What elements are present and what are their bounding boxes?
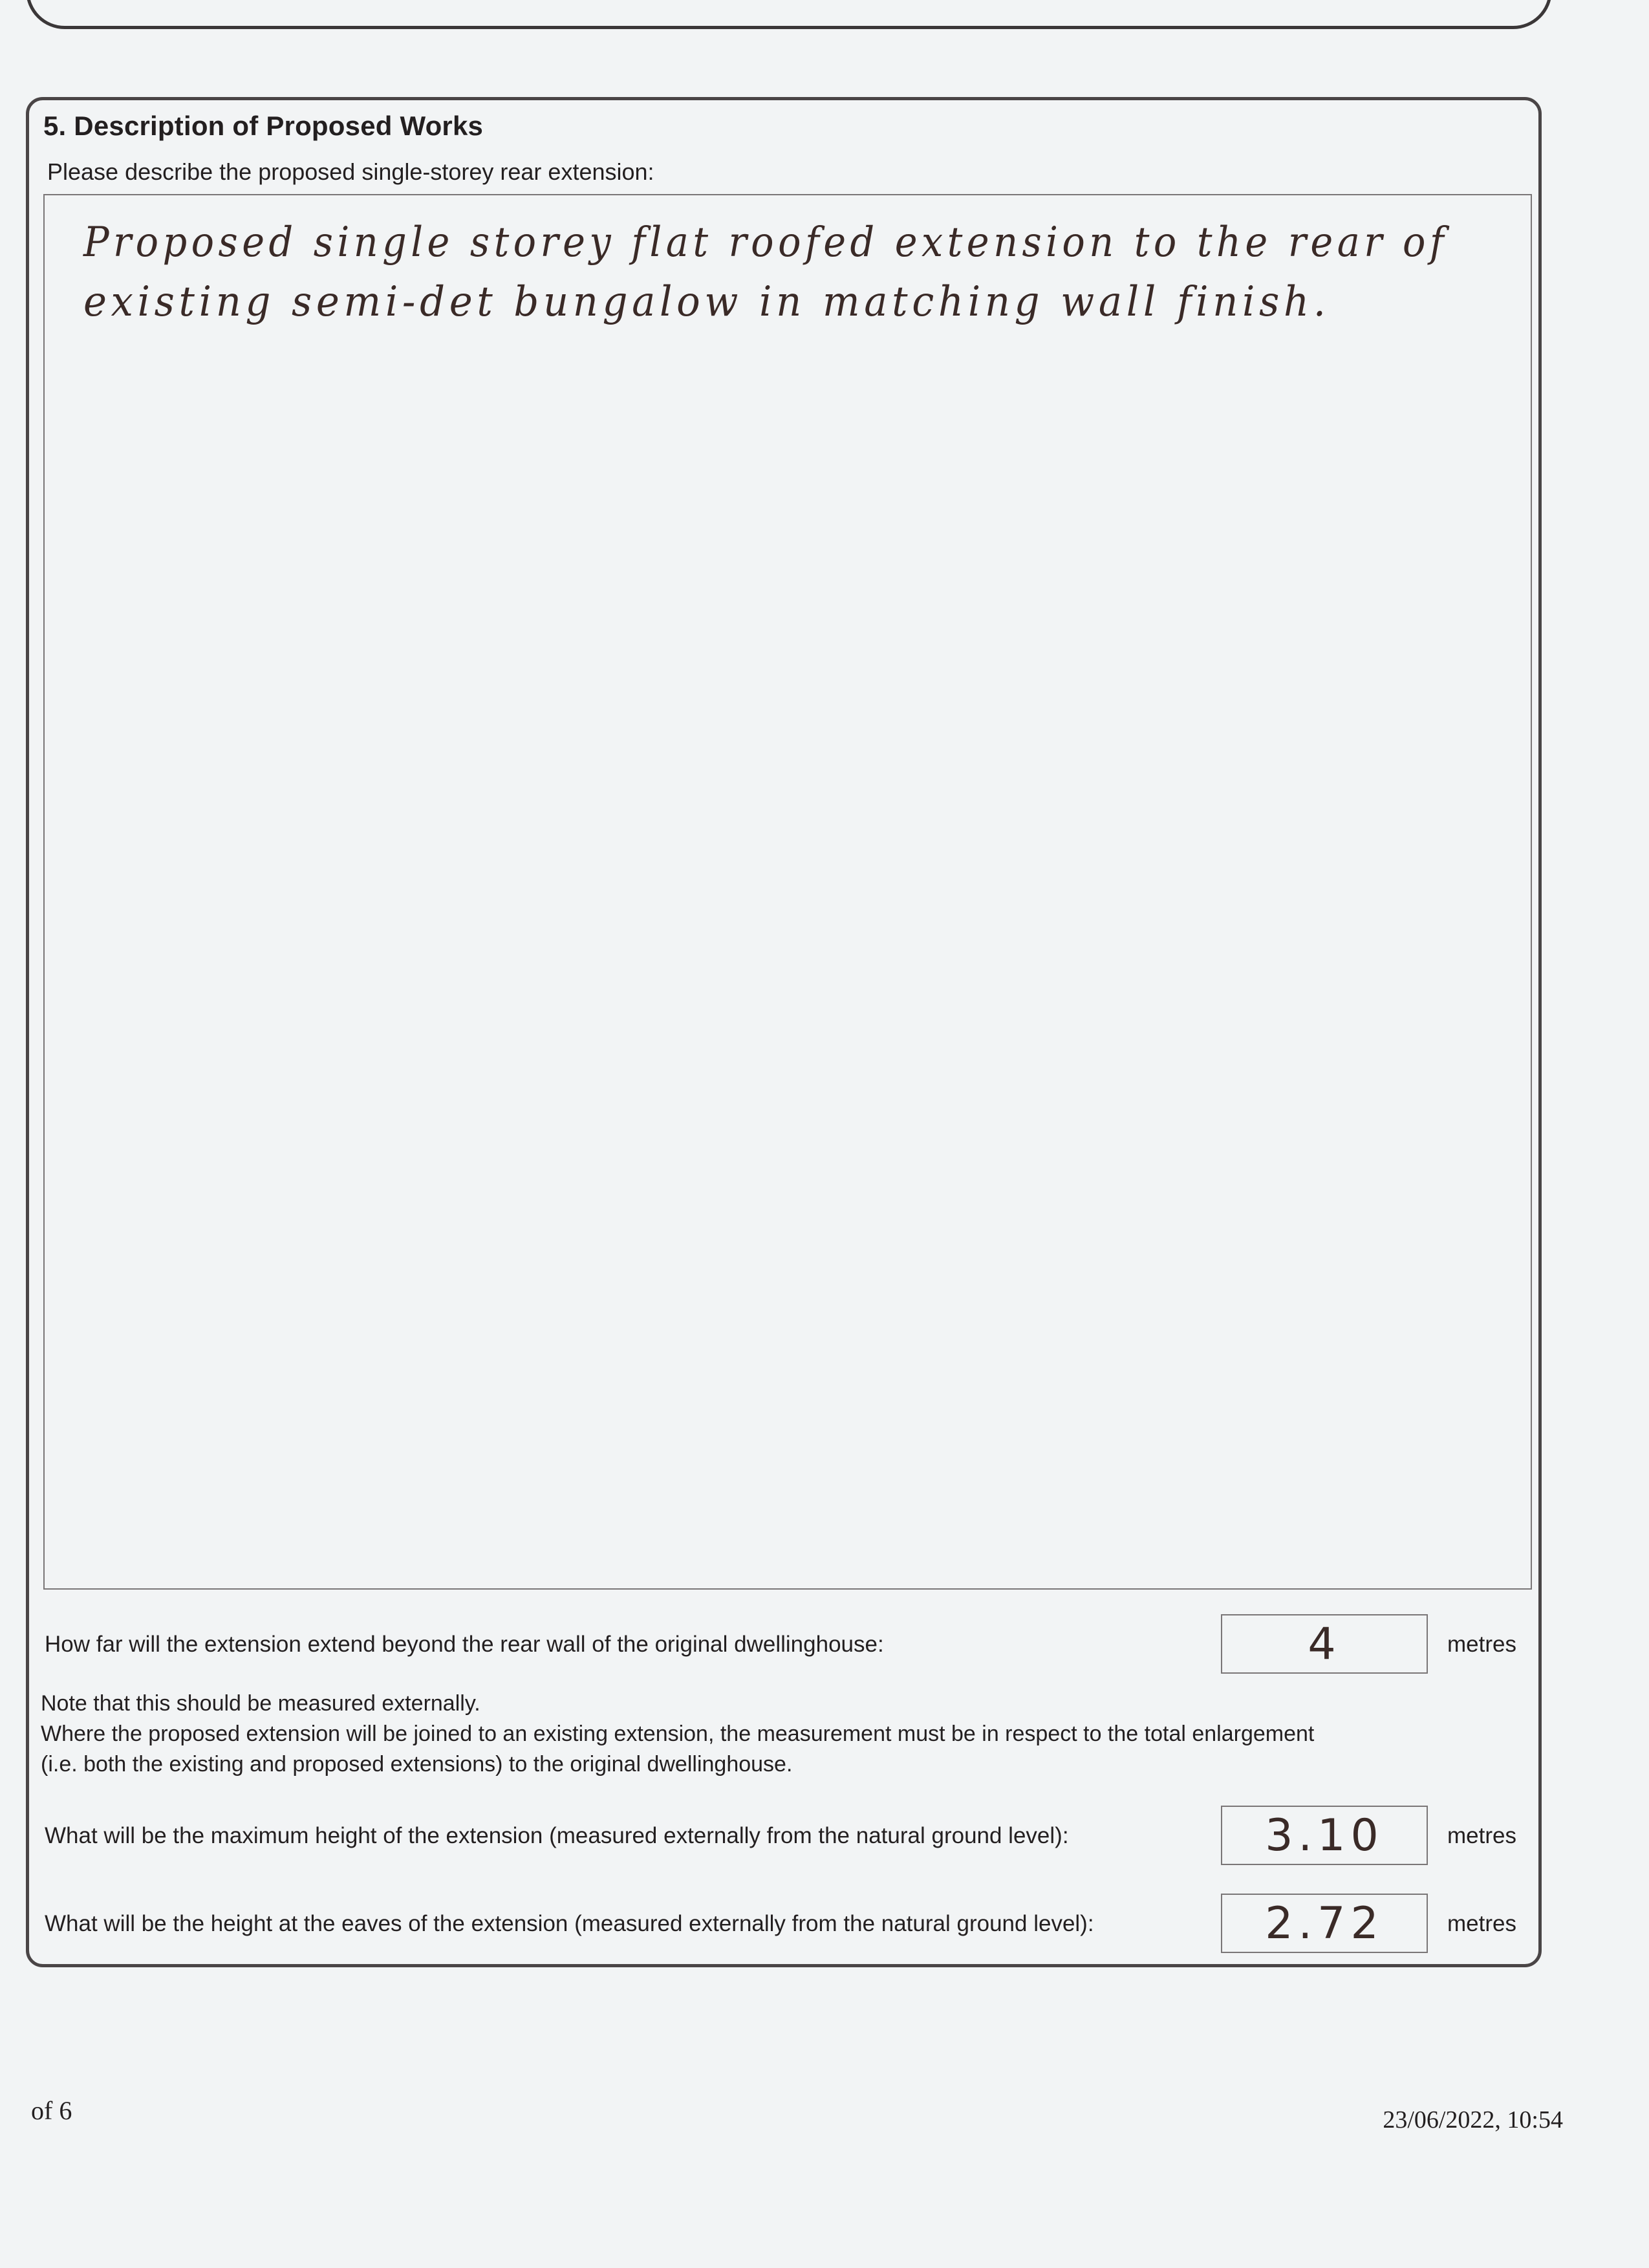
- note-line-2: Where the proposed extension will be joined to an existing extension, the measurement must be in respect to the total enlargement: [41, 1722, 1315, 1746]
- page-count: of 6: [31, 2096, 72, 2125]
- print-timestamp: 23/06/2022, 10:54: [1383, 2106, 1563, 2133]
- max-height-unit-label: metres: [1447, 1823, 1516, 1848]
- note-line-3: (i.e. both the existing and proposed extensions) to the original dwellinghouse.: [41, 1752, 793, 1777]
- handwritten-line-1: Proposed single storey flat roofed extension to the rear of: [83, 219, 1449, 266]
- section-subtitle: Please describe the proposed single-storey rear extension:: [47, 158, 654, 185]
- section-title: 5. Description of Proposed Works: [43, 111, 484, 141]
- handwritten-description: [45, 195, 1531, 1588]
- previous-section-border: [26, 0, 1552, 29]
- description-field[interactable]: [43, 194, 1532, 1590]
- eaves-height-unit-label: metres: [1447, 1911, 1516, 1936]
- handwritten-line-2: existing semi-det bungalow in matching wall finish.: [83, 278, 1330, 326]
- note-line-1: Note that this should be measured externally.: [41, 1691, 480, 1716]
- extend-unit-label: metres: [1447, 1632, 1516, 1657]
- extend-distance-field[interactable]: 4: [1221, 1614, 1428, 1674]
- eaves-height-question-label: What will be the height at the eaves of the extension (measured externally from the natural ground level):: [45, 1911, 1094, 1936]
- max-height-question-label: What will be the maximum height of the extension (measured externally from the natural ground level):: [45, 1823, 1069, 1848]
- proposed-works-section: [26, 97, 1542, 1967]
- max-height-field[interactable]: 3.10: [1221, 1806, 1428, 1865]
- extend-question-label: How far will the extension extend beyond the rear wall of the original dwellinghouse:: [45, 1632, 884, 1657]
- eaves-height-field[interactable]: 2.72: [1221, 1894, 1428, 1953]
